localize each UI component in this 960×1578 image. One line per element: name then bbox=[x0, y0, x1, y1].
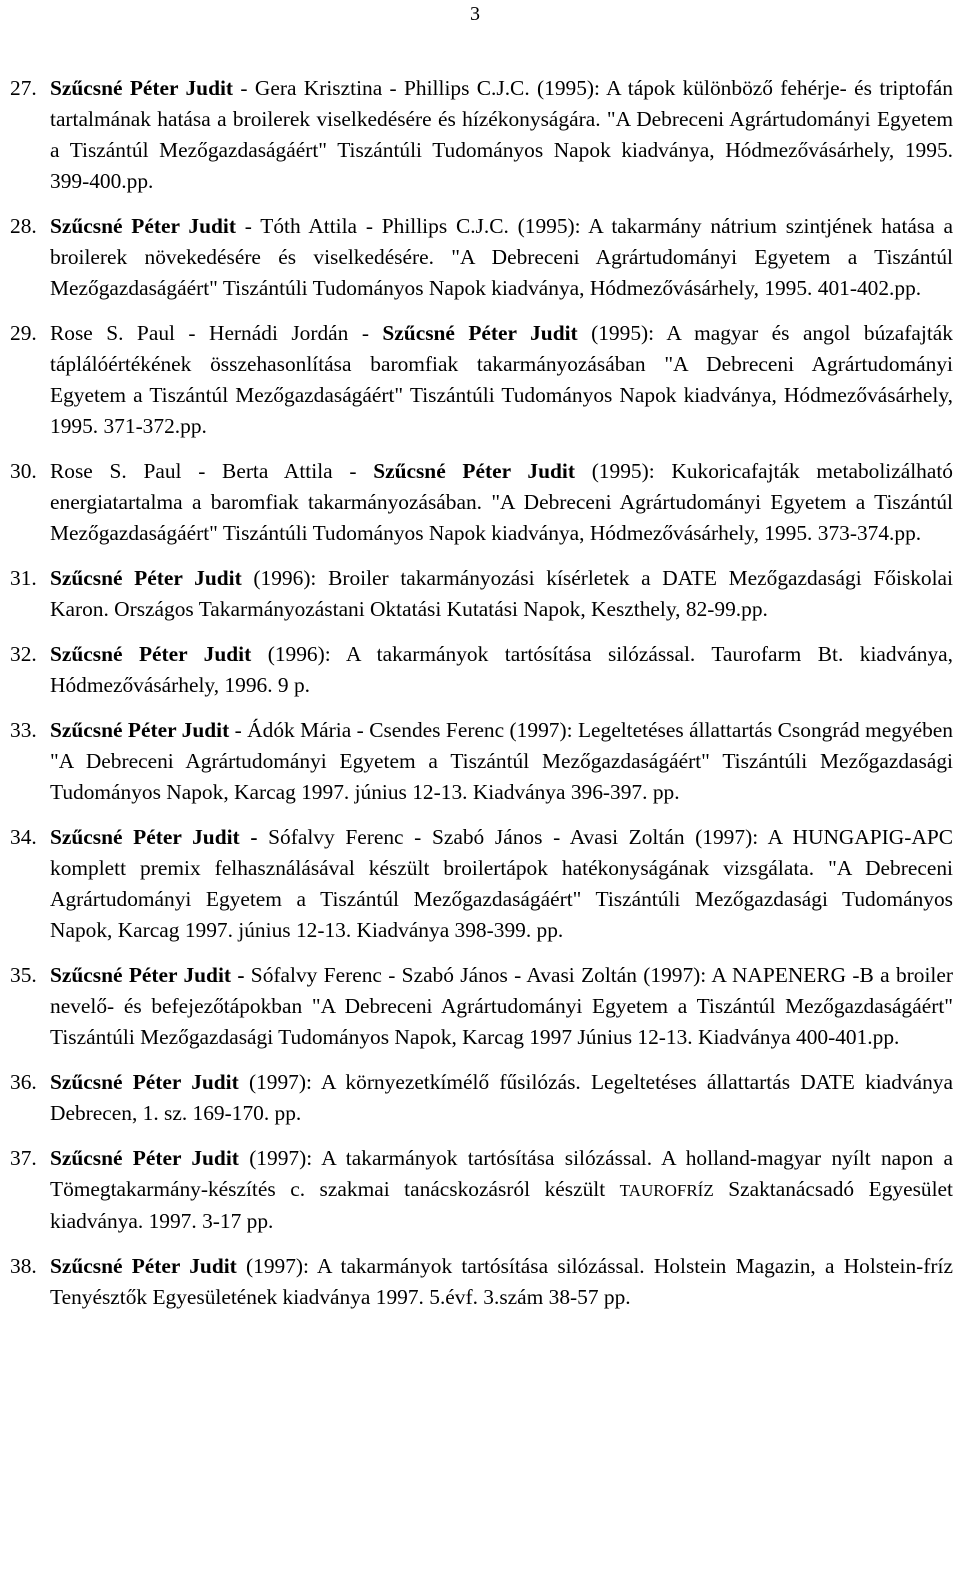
author-highlight: Szűcsné Péter Judit bbox=[50, 76, 234, 100]
reference-number: 38. bbox=[10, 1254, 37, 1278]
reference-text: (1997): A környezetkímélő fűsilózás. Legeltetéses állattartás DATE kiadványa Debrecen, 1. sz. 169-170. pp. bbox=[50, 1070, 953, 1125]
reference-number: 29. bbox=[10, 321, 37, 345]
reference-item bbox=[10, 318, 953, 442]
reference-item bbox=[10, 456, 953, 549]
reference-number: 27. bbox=[10, 76, 37, 100]
reference-number: 36. bbox=[10, 1070, 37, 1094]
author-highlight: Szűcsné Péter Judit - bbox=[50, 963, 245, 987]
reference-item bbox=[10, 1067, 953, 1129]
author-highlight: Szűcsné Péter Judit bbox=[50, 566, 242, 590]
reference-number: 37. bbox=[10, 1146, 37, 1170]
reference-text: (1995): Kukoricafajták metabolizálható energiatartalma a baromfiak takarmányozásában. "A Debreceni Agrártudományi Egyetem a Tiszántúl Mezőgazdaságáért" Tiszántúli Tudományos Napok kiadványa, Hódmezővásárhely, 1995. 373-374.pp. bbox=[50, 459, 953, 545]
reference-text: (1996): Broiler takarmányozási kísérletek a DATE Mezőgazdasági Főiskolai Karon. Országos Takarmányozástani Oktatási Kutatási Napok, Keszthely, 82-99.pp. bbox=[50, 566, 953, 621]
reference-text: (1995): A magyar és angol búzafajták táplálóértékének összehasonlítása baromfiak takarmányozásában "A Debreceni Agrártudományi Egyetem a Tiszántúl Mezőgazdaságáért" Tiszántúli Tudományos Napok kiadványa, Hódmezővásárhely, 1995. 371-372.pp. bbox=[50, 321, 953, 438]
reference-list bbox=[10, 73, 953, 1327]
author-highlight: Szűcsné Péter Judit bbox=[382, 321, 578, 345]
reference-number: 34. bbox=[10, 825, 37, 849]
reference-number: 32. bbox=[10, 642, 37, 666]
reference-number: 30. bbox=[10, 459, 37, 483]
reference-number: 28. bbox=[10, 214, 37, 238]
author-highlight: Szűcsné Péter Judit bbox=[50, 642, 252, 666]
author-highlight: Szűcsné Péter Judit bbox=[50, 718, 230, 742]
author-highlight: Szűcsné Péter Judit bbox=[50, 1254, 237, 1278]
reference-text: Sófalvy Ferenc - Szabó János - Avasi Zoltán (1997): A NAPENERG -B a broiler nevelő- és befejezőtápokban "A Debreceni Agrártudományi Egyetem a Tiszántúl Mezőgazdaságáért" Tiszántúli Mezőgazdasági Tudományos Napok, Karcag 1997 Június 12-13. Kiadványa 400-401.pp. bbox=[50, 963, 953, 1049]
author-highlight: Szűcsné Péter Judit bbox=[50, 214, 236, 238]
author-highlight: Szűcsné Péter Judit bbox=[50, 1146, 239, 1170]
reference-item bbox=[10, 715, 953, 808]
reference-item bbox=[10, 822, 953, 946]
reference-item bbox=[10, 639, 953, 701]
reference-number: 31. bbox=[10, 566, 37, 590]
reference-text: Rose S. Paul - Hernádi Jordán - bbox=[50, 321, 383, 345]
reference-item bbox=[10, 563, 953, 625]
reference-text: (1996): A takarmányok tartósítása silózással. Taurofarm Bt. kiadványa, Hódmezővásárhely, 1996. 9 p. bbox=[50, 642, 953, 697]
reference-text: (1997): A takarmányok tartósítása silózással. A holland-magyar nyílt napon a Tömegtakarmány-készítés c. szakmai tanácskozásról készült bbox=[50, 1146, 953, 1201]
author-highlight: Szűcsné Péter Judit bbox=[373, 459, 575, 483]
page-number: 3 bbox=[470, 3, 480, 25]
reference-number: 33. bbox=[10, 718, 37, 742]
author-highlight: Szűcsné Péter Judit - bbox=[50, 825, 258, 849]
reference-text: - Ádók Mária - Csendes Ferenc (1997): Legeltetéses állattartás Csongrád megyében "A Debreceni Agrártudományi Egyetem a Tiszántúl Mezőgazdaságáért" Tiszántúli Mezőgazdasági Tudományos Napok, Karcag 1997. június 12-13. Kiadványa 396-397. pp. bbox=[50, 718, 953, 804]
reference-item bbox=[10, 1143, 953, 1237]
reference-number: 35. bbox=[10, 963, 37, 987]
reference-item bbox=[10, 1251, 953, 1313]
reference-text: Szaktanácsadó Egyesület kiadványa. 1997. 3-17 pp. bbox=[50, 1177, 953, 1233]
reference-text: (1997): A takarmányok tartósítása silózással. Holstein Magazin, a Holstein-fríz Tenyésztők Egyesületének kiadványa 1997. 5.évf. 3.szám 38-57 pp. bbox=[50, 1254, 953, 1309]
reference-text: TAUROFRÍZ bbox=[619, 1181, 714, 1200]
reference-item bbox=[10, 73, 953, 197]
reference-text: Sófalvy Ferenc - Szabó János - Avasi Zoltán (1997): A HUNGAPIG-APC komplett premix felhasználásával készült broilertápok hatékonyságának vizsgálata. "A Debreceni Agrártudományi Egyetem a Tiszántúl Mezőgazdaságáért" Tiszántúli Mezőgazdasági Tudományos Napok, Karcag 1997. június 12-13. Kiadványa 398-399. pp. bbox=[50, 825, 953, 942]
reference-text: Rose S. Paul - Berta Attila - bbox=[50, 459, 374, 483]
reference-item bbox=[10, 211, 953, 304]
author-highlight: Szűcsné Péter Judit bbox=[50, 1070, 239, 1094]
reference-text: - Gera Krisztina - Phillips C.J.C. (1995): A tápok különböző fehérje- és triptofán tartalmának hatása a broilerek viselkedésére és hízékonyságára. "A Debreceni Agrártudományi Egyetem a Tiszántúl Mezőgazdaságáért" Tiszántúli Tudományos Napok kiadványa, Hódmezővásárhely, 1995. 399-400.pp. bbox=[50, 76, 953, 193]
reference-item bbox=[10, 960, 953, 1053]
reference-text: - Tóth Attila - Phillips C.J.C. (1995): A takarmány nátrium szintjének hatása a broilerek növekedésére és viselkedésére. "A Debreceni Agrártudományi Egyetem a Tiszántúl Mezőgazdaságáért" Tiszántúli Tudományos Napok kiadványa, Hódmezővásárhely, 1995. 401-402.pp. bbox=[50, 214, 953, 300]
